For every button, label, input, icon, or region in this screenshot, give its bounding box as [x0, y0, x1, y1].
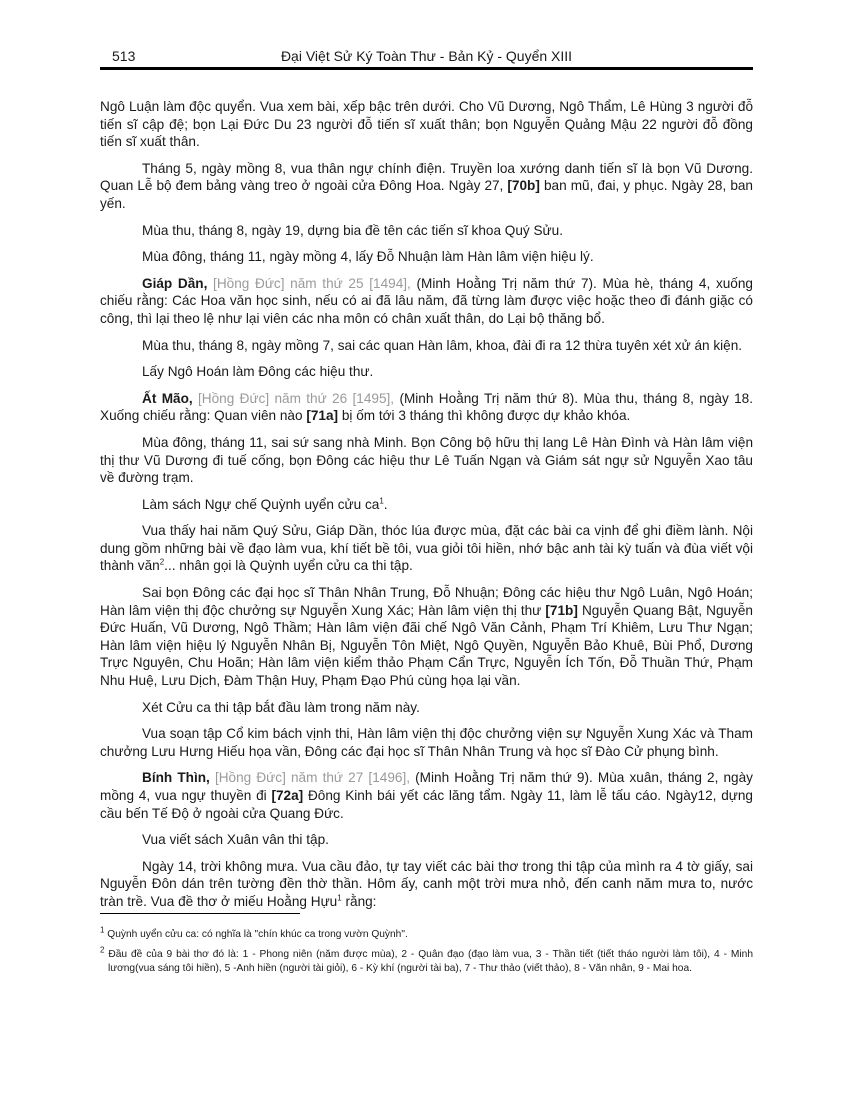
year-label: Bính Thìn, [142, 770, 210, 786]
paragraph-5 [100, 275, 753, 328]
paragraph-2 [100, 160, 753, 213]
paragraph-text: Sai bọn Đông các đại học sĩ Thân Nhân Trung, Đỗ Nhuận; Đông các hiệu thư Ngô Luân, Ngô Hoán; Hàn lâm viện thị độc chưởng sự Nguyễn Xung Xác; Hàn lâm viện thị thư [100, 585, 753, 618]
running-title: Đại Việt Sử Ký Toàn Thư - Bản Kỷ - Quyển XIII [280, 48, 573, 64]
paragraph-text: Vua viết sách Xuân vân thi tập. [142, 832, 329, 848]
paragraph-text: Ngô Luận làm độc quyển. Vua xem bài, xếp bậc trên dưới. Cho Vũ Dương, Ngô Thẩm, Lê Hùng 3 người đỗ tiến sĩ cập đệ; bọn Lại Đức Du 23 người đỗ tiến sĩ xuất thân; bọn Nguyễn Quảng Mậu 22 người đỗ đồng tiến sĩ xuất thân. [100, 99, 753, 150]
paragraph-text: ... nhân gọi là Quỳnh uyển cửu ca thi tập. [164, 558, 413, 574]
paragraph-text: (Minh Hoằng Trị năm thứ 9). Mùa xuân, tháng 2, ngày mồng 4, vua ngự thuyền đi [100, 770, 753, 803]
footnote-number: 1 [100, 925, 105, 935]
paragraph-text: rằng: [341, 893, 377, 909]
paragraph-text: Vua soạn tập Cổ kim bách vịnh thi, Hàn lâm viện thị độc chưởng viện sự Nguyễn Xung Xác và Tham chưởng Lưu Hưng Hiếu họa vần, Đông các đại học sĩ Thân Nhân Trung và học sĩ Đào Cử phụng bình. [100, 726, 753, 759]
folio-ref: [70b] [507, 178, 540, 194]
paragraph-10 [100, 496, 753, 514]
footnote-text: Quỳnh uyển cửu ca: có nghĩa là "chín khúc ca trong vườn Quỳnh". [104, 929, 408, 940]
paragraph-7 [100, 363, 753, 381]
year-label: Ất Mão, [142, 390, 193, 406]
paragraph-text: Ngày 14, trời không mưa. Vua cầu đảo, tự tay viết các bài thơ trong thi tập của mình ra 4 tờ giấy, sai Nguyễn Đôn dán trên tường đền thờ thần. Hôm ấy, canh một trời mưa nhỏ, đến canh năm mưa to, nước tràn trề. Vua đề thơ ở miếu Hoằng Hựu [100, 858, 753, 909]
reign-year: [Hồng Đức] năm thứ 26 [1495], [192, 390, 395, 406]
footnote-marker: 1 [337, 893, 342, 903]
paragraph-9 [100, 434, 753, 487]
paragraph-text: Làm sách Ngự chế Quỳnh uyển cửu ca [142, 496, 380, 512]
footnotes [100, 925, 753, 982]
paragraph-text: Mùa thu, tháng 8, ngày 19, dựng bia đề tên các tiến sĩ khoa Quý Sửu. [142, 222, 563, 238]
header-rule [100, 67, 753, 70]
paragraph-text: Vua thấy hai năm Quý Sửu, Giáp Dần, thóc lúa được mùa, đặt các bài ca vịnh để ghi điềm lành. Nội dung gồm những bài về đạo làm vua, khí tiết bề tôi, vua giỏi tôi hiền, nhớ bậc anh tài kỳ tuấn và đùa viết vội thành văn [100, 523, 753, 574]
paragraph-4 [100, 248, 753, 266]
body-text [100, 98, 753, 920]
paragraph-text: Mùa đông, tháng 11, ngày mồng 4, lấy Đỗ Nhuận làm Hàn lâm viện hiệu lý. [142, 249, 594, 265]
paragraph-text: ban mũ, đai, y phục. Ngày 28, ban yến. [100, 178, 753, 211]
footnote-1 [100, 925, 753, 942]
folio-ref: [71b] [545, 602, 578, 618]
paragraph-11 [100, 522, 753, 575]
page-header [100, 48, 753, 68]
footnote-number: 2 [100, 945, 105, 955]
footnote-marker: 2 [159, 557, 165, 567]
paragraph-12 [100, 584, 753, 690]
paragraph-text: Nguyễn Quang Bật, Nguyễn Đức Huấn, Vũ Dương, Ngô Thầm; Hàn lâm viện đãi chế Ngô Văn Cảnh, Phạm Trí Khiêm, Lưu Thư Ngạn; Hàn lâm viện hiệu lý Nguyễn Nhân Bị, Nguyễn Tôn Miệt, Ngô Quyền, Nguyễn Bảo Khuê, Bùi Phổ, Dương Trực Nguyên, Chu Hoãn; Hàn lâm viện kiểm thảo Phạm Cẩn Trực, Nguyễn Ích Tốn, Đỗ Thuần Thứ, Phạm Nhu Huệ, Lưu Dịch, Đàm Thận Huy, Phạm Đạo Phú cùng họa lại vần. [100, 602, 753, 689]
paragraph-text: Mùa thu, tháng 8, ngày mồng 7, sai các quan Hàn lâm, khoa, đài đi ra 12 thừa tuyên xét xử án kiện. [142, 337, 743, 353]
reign-year: [Hồng Đức] năm thứ 25 [1494], [207, 275, 411, 291]
page-number: 513 [112, 48, 136, 64]
paragraph-text: Đông Kinh bái yết các lăng tẩm. Ngày 11, làm lễ tấu cáo. Ngày12, dựng cầu bến Tế Độ ở ngoài cửa Quang Đức. [100, 788, 753, 821]
paragraph-text: bị ốm tới 3 tháng thì không được dự khảo khóa. [338, 408, 631, 424]
paragraph-8 [100, 390, 753, 425]
paragraph-1 [100, 98, 753, 151]
paragraph-text: Mùa đông, tháng 11, sai sứ sang nhà Minh. Bọn Công bộ hữu thị lang Lê Hàn Đình và Hàn lâm viện thị thư Vũ Dương đi tuế cống, bọn Đông các hiệu thư Lê Tuấn Ngạn và Giám sát ngự sử Nguyễn Xao tâu về đường trạm. [100, 434, 753, 486]
paragraph-6 [100, 337, 753, 355]
footnote-text: Đầu đề của 9 bài thơ đó là: 1 - Phong niên (năm được mùa), 2 - Quân đạo (đạo làm vua, 3 - Thần tiết (tiết tháo người làm tôi), 4 - Minh lương(vua sáng tôi hiền), 5 -Anh hiền (người tài giỏi), 6 - Kỳ khí (người tài ba), 7 - Thư thảo (viết thảo), 8 - Văn nhân, 9 - Mai hoa. [104, 949, 753, 974]
paragraph-text: (Minh Hoằng Trị năm thứ 8). Mùa thu, tháng 8, ngày 18. Xuống chiếu rằng: Quan viên nào [100, 390, 754, 424]
paragraph-text: Lấy Ngô Hoán làm Đông các hiệu thư. [142, 364, 374, 380]
paragraph-15 [100, 769, 753, 822]
year-label: Giáp Dần, [142, 275, 208, 291]
paragraph-text: . [383, 496, 388, 512]
reign-year: [Hồng Đức] năm thứ 27 [1496], [209, 770, 410, 786]
footnote-2 [100, 945, 753, 976]
folio-ref: [71a] [306, 408, 339, 424]
paragraph-3 [100, 222, 753, 240]
footnote-marker: 1 [379, 496, 384, 506]
paragraph-text: Xét Cửu ca thi tập bắt đầu làm trong năm này. [142, 699, 420, 715]
paragraph-text: (Minh Hoằng Trị năm thứ 7). Mùa hè, tháng 4, xuống chiếu rằng: Các Hoa văn học sinh, nếu có ai đã lâu năm, đã từng làm được việc hoặc theo đi đánh giặc có công, thì lại theo lệ như lại viên các nha môn có chân xuất thân, do Lại bộ thăng bổ. [100, 275, 753, 326]
paragraph-14 [100, 725, 753, 760]
footnote-rule [100, 913, 300, 914]
paragraph-text: Tháng 5, ngày mồng 8, vua thân ngự chính điện. Truyền loa xướng danh tiến sĩ là bọn Vũ Dương. Quan Lễ bộ đem bảng vàng treo ở ngoài cửa Đông Hoa. Ngày 27, [100, 160, 753, 194]
paragraph-13 [100, 699, 753, 717]
paragraph-16 [100, 831, 753, 849]
paragraph-17 [100, 858, 753, 911]
folio-ref: [72a] [271, 788, 304, 803]
